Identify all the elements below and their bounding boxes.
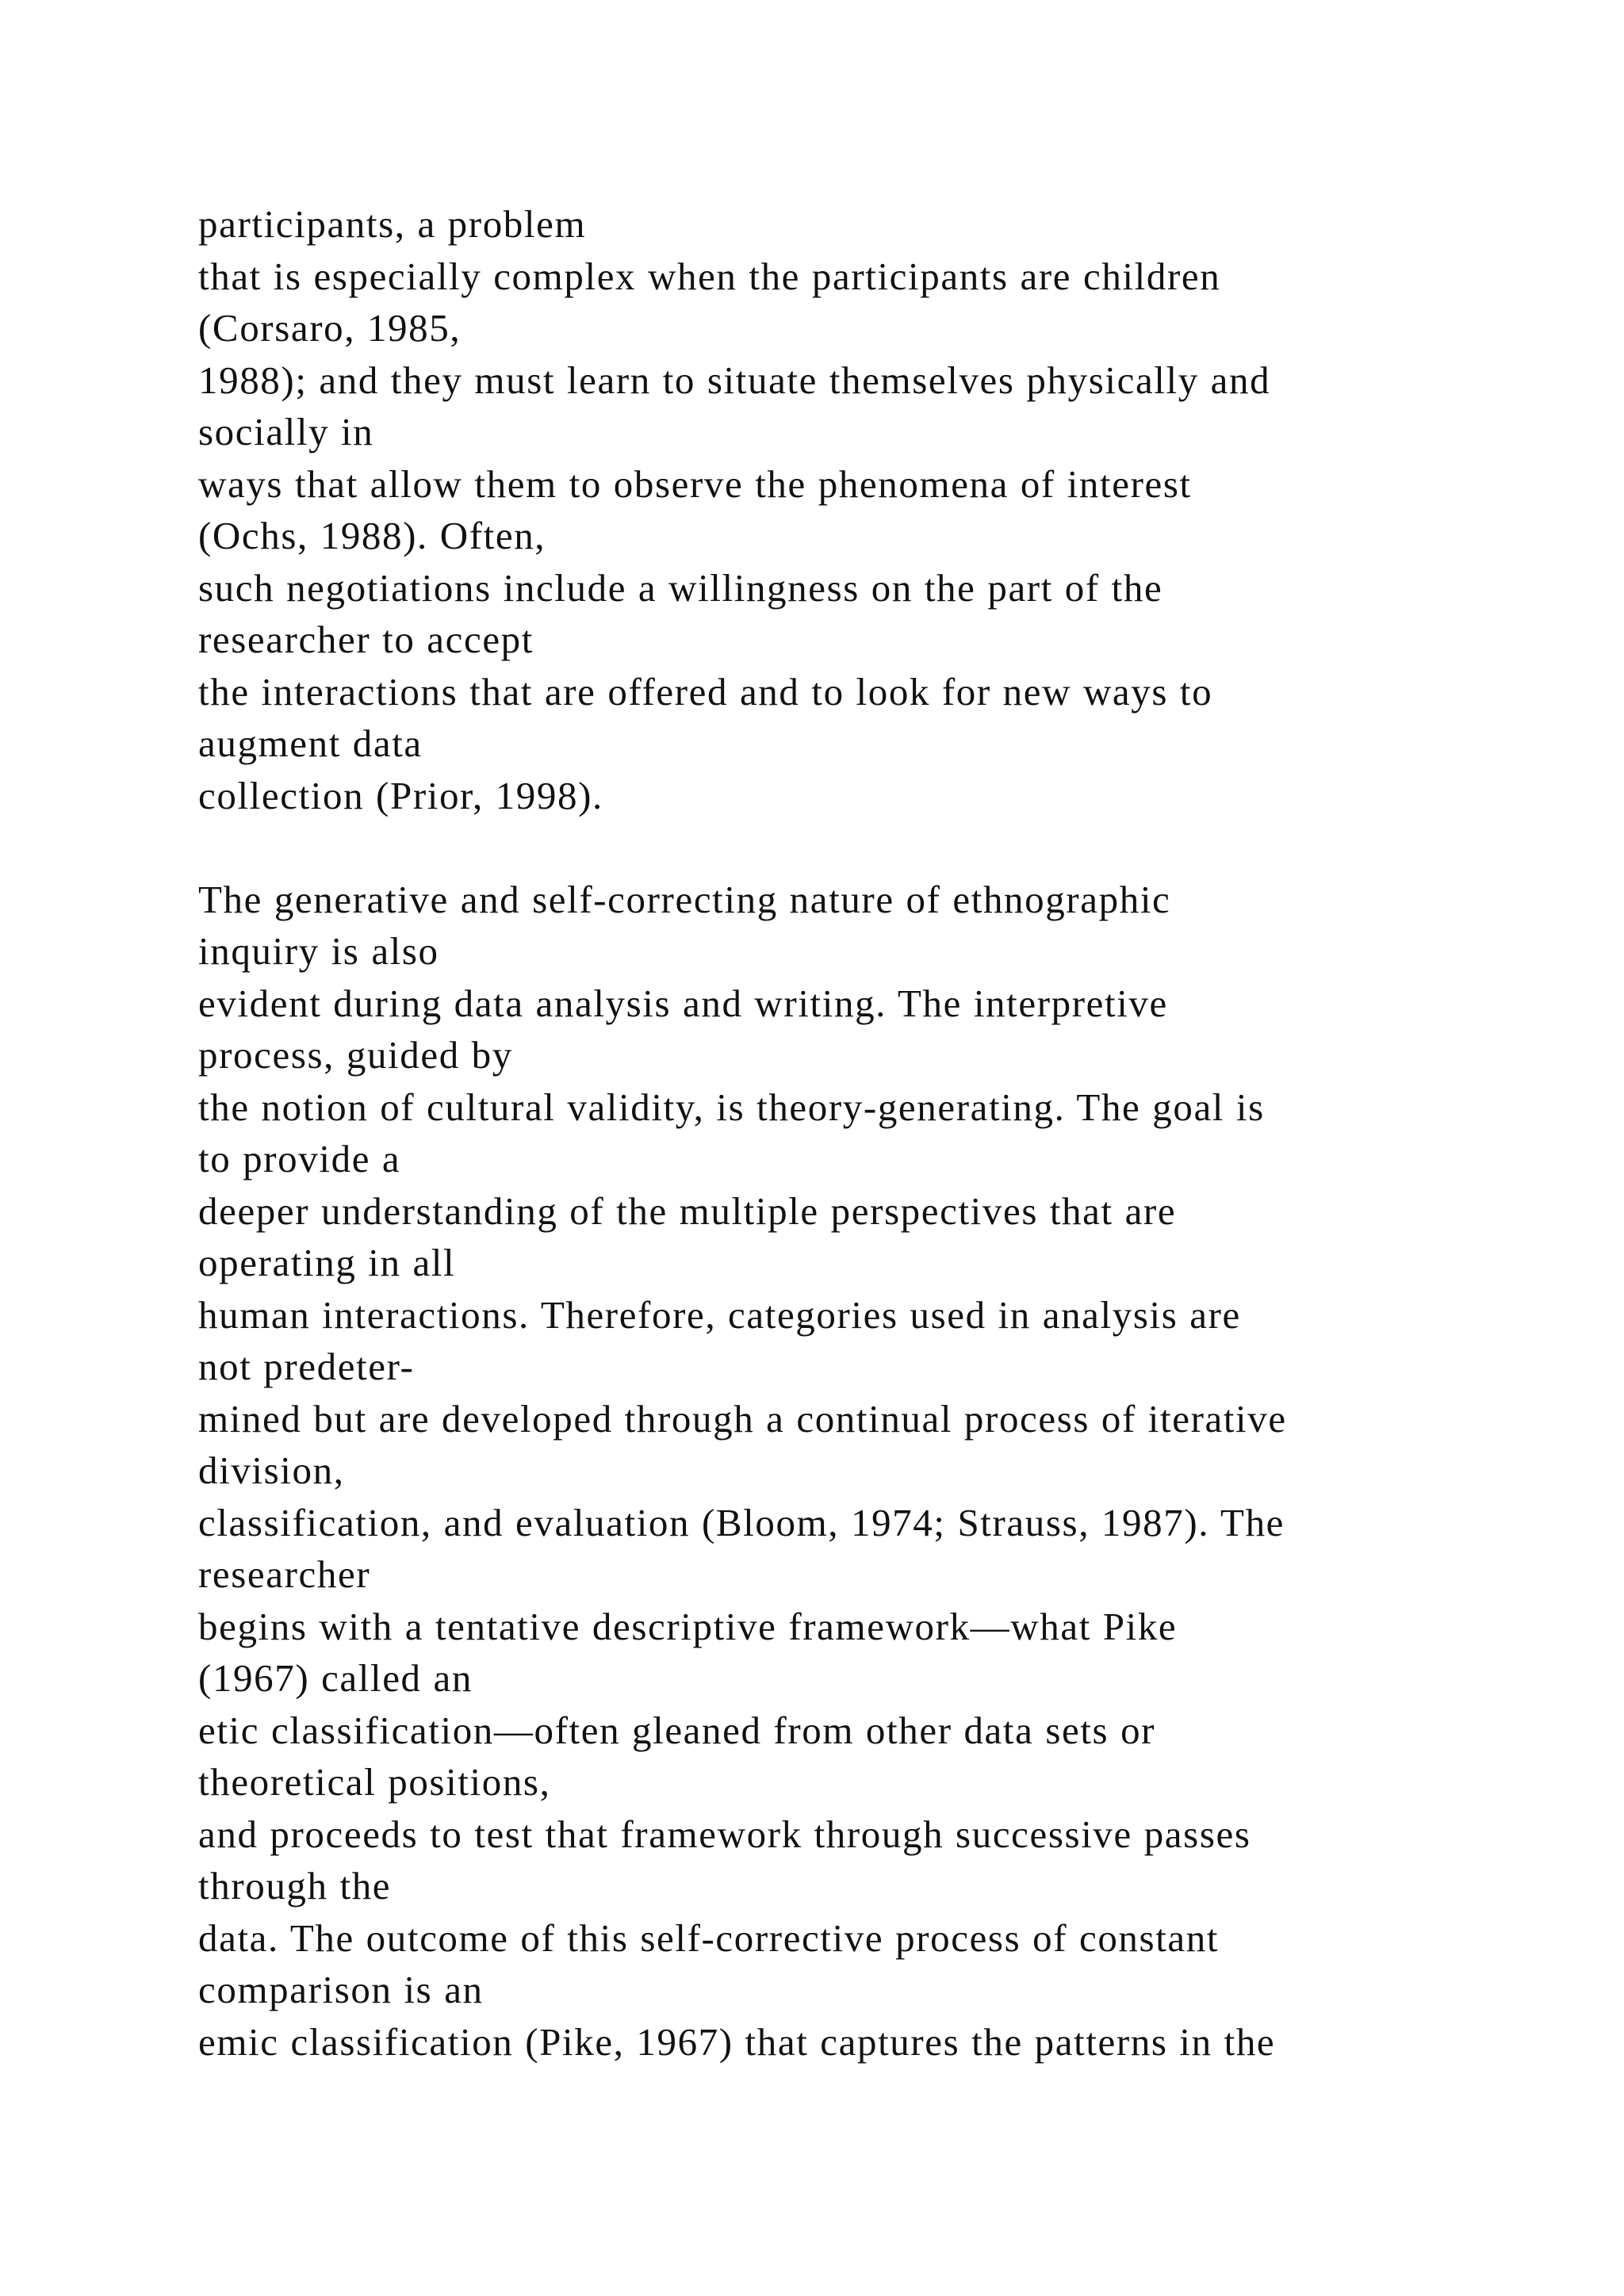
text-line: collection (Prior, 1998). xyxy=(198,773,603,817)
text-line: classification, and evaluation (Bloom, 1974; Strauss, 1987). The xyxy=(198,1500,1285,1544)
text-line: the interactions that are offered and to look for new ways to xyxy=(198,669,1213,714)
text-line: (Corsaro, 1985, xyxy=(198,306,462,350)
text-line: data. The outcome of this self-corrective process of constant xyxy=(198,1915,1220,1960)
text-line: the notion of cultural validity, is theory-generating. The goal is xyxy=(198,1085,1265,1129)
text-line: augment data xyxy=(198,721,423,765)
text-line: inquiry is also xyxy=(198,929,439,973)
document-body xyxy=(198,198,1546,2068)
text-line: process, guided by xyxy=(198,1033,513,1077)
text-line: 1988); and they must learn to situate themselves physically and xyxy=(198,358,1271,402)
text-line: through the xyxy=(198,1864,392,1908)
text-line: and proceeds to test that framework through successive passes xyxy=(198,1812,1251,1856)
paragraph-gap xyxy=(198,821,1546,874)
paragraph-2 xyxy=(198,874,1546,2068)
text-line: (Ochs, 1988). Often, xyxy=(198,514,546,557)
text-line: deeper understanding of the multiple perspectives that are xyxy=(198,1188,1177,1233)
text-line: operating in all xyxy=(198,1241,456,1284)
text-line: researcher xyxy=(198,1552,371,1596)
text-line: not predeter- xyxy=(198,1345,415,1388)
text-line: emic classification (Pike, 1967) that captures the patterns in the xyxy=(198,2019,1276,2064)
text-line: etic classification—often gleaned from other data sets or xyxy=(198,1708,1156,1752)
paragraph-1 xyxy=(198,198,1546,821)
text-line: that is especially complex when the participants are children xyxy=(198,254,1221,298)
text-line: comparison is an xyxy=(198,1968,484,2011)
text-line: division, xyxy=(198,1448,345,1492)
text-line: human interactions. Therefore, categories used in analysis are xyxy=(198,1292,1241,1337)
text-line: ways that allow them to observe the phenomena of interest xyxy=(198,461,1192,506)
text-line: begins with a tentative descriptive framework—what Pike xyxy=(198,1604,1178,1648)
text-line: evident during data analysis and writing. The interpretive xyxy=(198,981,1168,1025)
text-line: mined but are developed through a continual process of iterative xyxy=(198,1396,1287,1441)
text-line: The generative and self-correcting nature of ethnographic xyxy=(198,877,1171,921)
text-line: such negotiations include a willingness on the part of the xyxy=(198,565,1163,610)
text-line: to provide a xyxy=(198,1137,401,1181)
text-line: socially in xyxy=(198,410,374,453)
text-line: theoretical positions, xyxy=(198,1760,551,1804)
text-line: researcher to accept xyxy=(198,618,534,661)
text-line: participants, a problem xyxy=(198,202,587,246)
text-line: (1967) called an xyxy=(198,1656,473,1700)
